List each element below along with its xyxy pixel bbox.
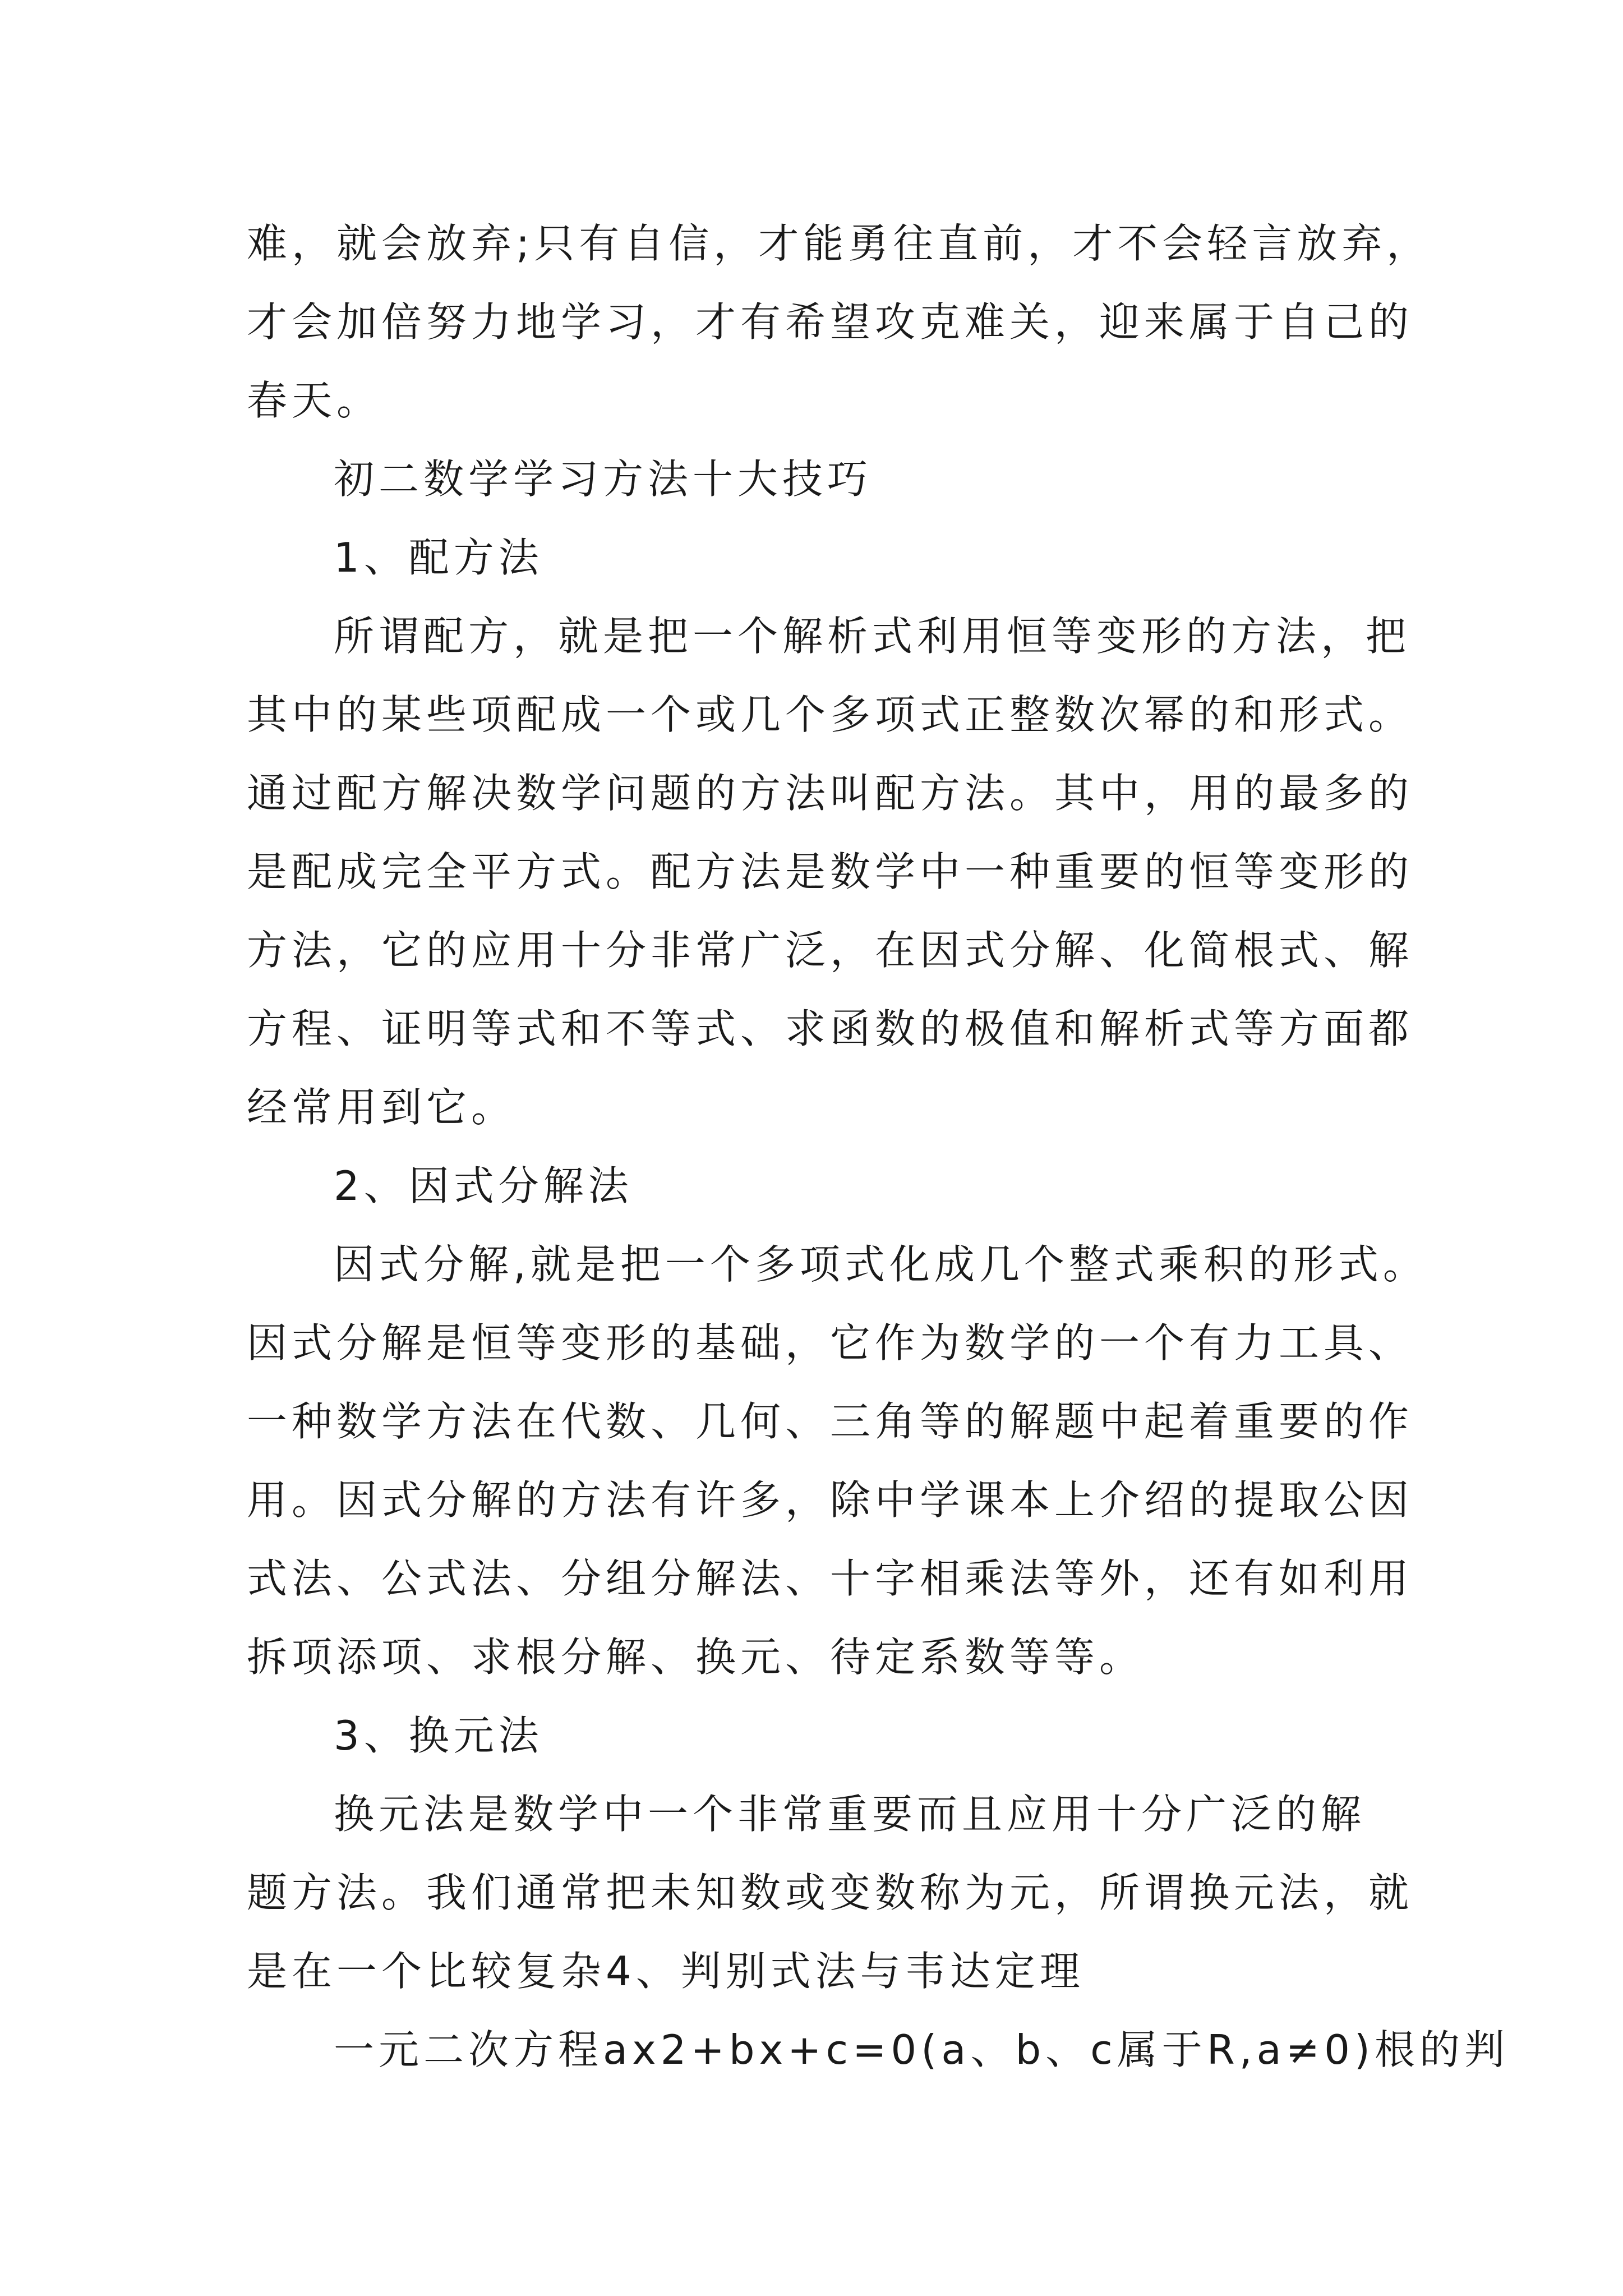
body-text-line: 拆项添项、求根分解、换元、待定系数等等。 xyxy=(247,1634,1145,1681)
method-heading: 3、换元法 xyxy=(334,1712,543,1759)
body-text-line: 其中的某些项配成一个或几个多项式正整数次幂的和形式。 xyxy=(247,691,1414,738)
section-heading: 初二数学学习方法十大技巧 xyxy=(334,455,873,503)
body-text-line: 所谓配方，就是把一个解析式利用恒等变形的方法，把 xyxy=(334,613,1411,660)
body-text-line: 方程、证明等式和不等式、求函数的极值和解析式等方面都 xyxy=(247,1005,1414,1052)
body-text-line: 用。因式分解的方法有许多，除中学课本上介绍的提取公因 xyxy=(247,1476,1414,1524)
body-text-line: 难，就会放弃;只有自信，才能勇往直前，才不会轻言放弃， xyxy=(247,220,1432,267)
body-text-line: 因式分解,就是把一个多项式化成几个整式乘积的形式。 xyxy=(334,1241,1428,1288)
body-text-line: 一种数学方法在代数、几何、三角等的解题中起着重要的作 xyxy=(247,1398,1414,1445)
body-text-line: 方法，它的应用十分非常广泛，在因式分解、化简根式、解 xyxy=(247,927,1414,974)
body-text-line: 春天。 xyxy=(247,377,382,424)
body-text-line: 才会加倍努力地学习，才有希望攻克难关，迎来属于自己的 xyxy=(247,298,1414,346)
body-text-line: 题方法。我们通常把未知数或变数称为元，所谓换元法，就 xyxy=(247,1869,1414,1916)
body-text-line: 一元二次方程ax2+bx+c=0(a、b、c属于R,a≠0)根的判 xyxy=(334,2026,1509,2073)
body-text-line: 式法、公式法、分组分解法、十字相乘法等外，还有如利用 xyxy=(247,1555,1414,1602)
body-text-line: 通过配方解决数学问题的方法叫配方法。其中，用的最多的 xyxy=(247,770,1414,817)
body-text-line: 经常用到它。 xyxy=(247,1084,517,1131)
body-text-line: 换元法是数学中一个非常重要而且应用十分广泛的解 xyxy=(334,1791,1366,1838)
body-text-line: 因式分解是恒等变形的基础，它作为数学的一个有力工具、 xyxy=(247,1319,1414,1366)
method-heading: 2、因式分解法 xyxy=(334,1162,633,1209)
body-text-line: 是在一个比较复杂4、判别式法与韦达定理 xyxy=(247,1948,1085,1995)
body-text-line: 是配成完全平方式。配方法是数学中一种重要的恒等变形的 xyxy=(247,848,1414,895)
method-heading: 1、配方法 xyxy=(334,534,543,581)
